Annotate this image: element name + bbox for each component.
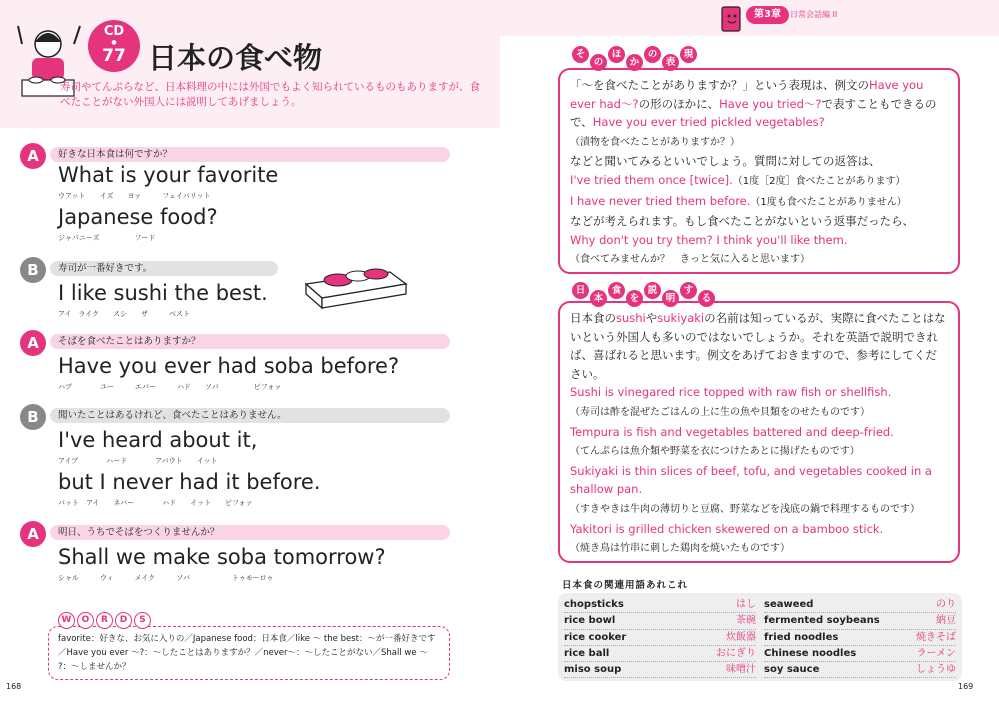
other-expressions-heading [572, 46, 697, 71]
heading-char: の [590, 54, 607, 71]
glossary-japanese: 炊飯器 [726, 631, 756, 643]
glossary-japanese: 焼きそば [916, 631, 956, 643]
glossary-english: rice ball [564, 647, 610, 659]
glossary-japanese: はし [736, 599, 756, 610]
box-text-segment: などが考えられます。もし食べたことがないという返事だったら、 [570, 214, 915, 229]
glossary-english: chopsticks [564, 599, 624, 610]
glossary-column-left [564, 597, 756, 677]
glossary-japanese: のり [936, 599, 956, 610]
dialog-en: What is your favorite [58, 163, 279, 187]
box-text-segment: sushi [616, 311, 646, 325]
explain-japanese-food-box [558, 301, 960, 563]
speaker-badge: B [20, 404, 46, 430]
glossary-japanese: 味噌汁 [726, 664, 756, 676]
words-letter: O [77, 612, 94, 629]
heading-char: 明 [662, 290, 679, 307]
dialog-kana: バット アイ ネバー ハド イット ビフォァ [58, 499, 253, 507]
heading-char: ほ [608, 46, 625, 63]
box-text-segment: Sukiyaki is thin slices of beef, tofu, and vegetables cooked in a shallow pan. [570, 463, 932, 497]
glossary-row [564, 662, 756, 678]
glossary-english: soy sauce [764, 664, 820, 676]
box-text-segment: （1度［2度］食べたことがあります） [732, 175, 906, 187]
speaker-badge: A [20, 521, 46, 547]
words-letter: R [96, 612, 113, 629]
box-text-segment: I've tried them once [twice]. [570, 172, 733, 187]
box-text-segment: （漬物を食べたことがありますか？） [570, 136, 740, 148]
heading-char: 食 [608, 282, 625, 299]
glossary-row [764, 597, 956, 613]
glossary-english: Chinese noodles [764, 647, 857, 659]
dialog-kana: アイ ライク スシ ザ ベスト [58, 310, 191, 318]
intro-text: 寿司やてんぷらなど、日本料理の中には外国でもよく知られているものもありますが、食べたことがない外国人には説明してあげましょう。 [60, 81, 480, 108]
box-text-segment: 日本食の [570, 311, 616, 325]
box-text-segment: （1度も食べたことがありません） [750, 196, 907, 208]
cd-label: CD [103, 24, 125, 39]
dialog-en: Shall we make soba tomorrow? [58, 545, 386, 569]
dialog-jp: 好きな日本食は何ですか？ [50, 147, 450, 162]
glossary-english: seaweed [764, 599, 814, 610]
heading-char: 説 [644, 282, 661, 299]
glossary-japanese: 納豆 [936, 615, 956, 627]
box-text-segment: （寿司は酢を混ぜたごはんの上に生の魚や貝類をのせたものです） [570, 406, 870, 418]
box-text-segment: （焼き鳥は竹串に刺した鶏肉を焼いたものです） [570, 543, 790, 555]
speaker-badge: B [20, 257, 46, 283]
page-number: 168 [6, 682, 22, 691]
heading-char: そ [572, 46, 589, 63]
glossary-row [564, 646, 756, 662]
glossary-japanese: しょうゆ [916, 664, 956, 676]
box-text-segment: などと聞いてみるといいでしょう。質問に対しての返答は、 [570, 154, 881, 169]
box-text-segment: Have you ever tried pickled vegetables? [592, 115, 825, 130]
box-text-segment: sukiyaki [657, 311, 705, 325]
right-page [500, 0, 999, 709]
box-text-segment: の名前は知っているが、実際に食べたことはないという外国人も多いのではないでしょうか。それを英語で説明できれば、喜ばれると思います。例文をあげておきますので、参考にしてください。 [570, 311, 946, 381]
speaker-badge: A [20, 330, 46, 356]
glossary-japanese: ラーメン [916, 647, 956, 659]
heading-char: す [680, 282, 697, 299]
dialog-jp: 明日、うちでそばをつくりませんか？ [50, 525, 450, 540]
dialog-jp: そばを食べたことはありますか？ [50, 334, 450, 349]
box-text-segment: の形のほかに、 [638, 96, 720, 111]
box-text-segment: Yakitori is grilled chicken skewered on a bamboo stick. [570, 521, 884, 536]
heading-char: 表 [662, 54, 679, 71]
heading-char: 現 [680, 46, 697, 63]
box-text-segment: Have you ever had～? [570, 78, 924, 111]
explain-japanese-food-heading [572, 282, 715, 307]
dialog-jp: 寿司が一番好きです。 [50, 261, 278, 276]
glossary-english: fermented soybeans [764, 615, 880, 627]
dialog-en: Japanese food? [58, 205, 218, 229]
glossary-japanese: 茶碗 [736, 615, 756, 627]
glossary-column-right [764, 597, 956, 677]
words-box: favorite：好きな、お気に入りの／Japanese food：日本食／like ～ the best：～が一番好きです／Have you ever ～?：～したことはありますか？／never～：～したことがない／Shall we ～ ?：～しませんか？ [48, 626, 450, 680]
dialog-kana: ハブ ユー エバー ハド ソバ ビフォァ [58, 383, 282, 391]
words-letter: W [58, 612, 75, 629]
box-text-segment: （すきやきは牛肉の薄切りと豆腐、野菜などを浅底の鍋で料理するものです） [570, 503, 920, 515]
dialog-kana: アイブ ハード アバウト イット [58, 457, 218, 465]
page-number: 169 [958, 682, 974, 691]
box-text-segment: Why don't you try them? I think you'll like them. [570, 232, 848, 247]
words-letter: S [134, 612, 151, 629]
glossary-row [764, 613, 956, 629]
glossary-row [564, 597, 756, 613]
heading-char: か [626, 54, 643, 71]
glossary-english: rice cooker [564, 631, 627, 643]
dialog-en: but I never had it before. [58, 470, 321, 494]
box-text-segment: 「～を食べたことがありますか？」という表現は、例文の [570, 78, 869, 92]
glossary-row [764, 662, 956, 678]
heading-char: 本 [590, 290, 607, 307]
box-text-segment: I have never tried them before. [570, 193, 751, 208]
glossary-english: miso soup [564, 664, 622, 676]
box-text-segment: Sushi is vinegared rice topped with raw fish or shellfish. [570, 385, 892, 400]
other-expressions-box [558, 68, 960, 274]
glossary-title: 日本食の関連用語あれこれ [562, 580, 689, 591]
heading-char: る [698, 290, 715, 307]
box-text-segment: （てんぷらは魚介類や野菜を衣につけたあとに揚げたものです） [570, 446, 860, 458]
glossary-japanese: おにぎり [716, 647, 756, 659]
book-icon [719, 4, 745, 34]
dialog-kana: シャル ウィ メイク ソバ トゥモーロゥ [58, 574, 274, 582]
speaker-badge: A [20, 143, 46, 169]
glossary-english: fried noodles [764, 631, 839, 643]
box-text-segment: Have you tried～? [719, 96, 822, 111]
dialog-jp: 聞いたことはあるけれど、食べたことはありません。 [50, 408, 450, 423]
dialog-en: I've heard about it, [58, 428, 258, 452]
cd-track-badge: CD ● 77 [88, 20, 140, 72]
glossary-row [564, 630, 756, 646]
cd-number: 77 [102, 46, 126, 66]
page-title: 日本の食べ物 [148, 41, 323, 75]
chapter-badge: 第3章 [746, 6, 789, 24]
box-text-segment: （食べてみませんか？ きっと気に入ると思います） [570, 254, 810, 266]
heading-char: 日 [572, 282, 589, 299]
glossary-row [564, 613, 756, 629]
words-heading [58, 612, 151, 629]
dialog-en: Have you ever had soba before? [58, 354, 400, 378]
words-letter: D [115, 612, 132, 629]
glossary-row [764, 646, 956, 662]
glossary-row [764, 630, 956, 646]
dialog-kana: ウアット イズ ヨァ フェイバリット [58, 192, 211, 200]
heading-char: の [644, 46, 661, 63]
box-text-segment: で表すこともできるので、 [570, 96, 937, 130]
box-text-segment: や [645, 311, 658, 325]
chapter-subtitle: 日常会話編 II [790, 10, 838, 19]
sushi-illustration [300, 258, 410, 314]
dialog-kana: ジャパニーズ フード [58, 234, 156, 242]
glossary-box [558, 593, 962, 681]
glossary-english: rice bowl [564, 615, 616, 627]
heading-char: を [626, 290, 643, 307]
box-text-segment: Tempura is fish and vegetables battered and deep-fried. [570, 424, 894, 439]
dialog-en: I like sushi the best. [58, 281, 268, 305]
